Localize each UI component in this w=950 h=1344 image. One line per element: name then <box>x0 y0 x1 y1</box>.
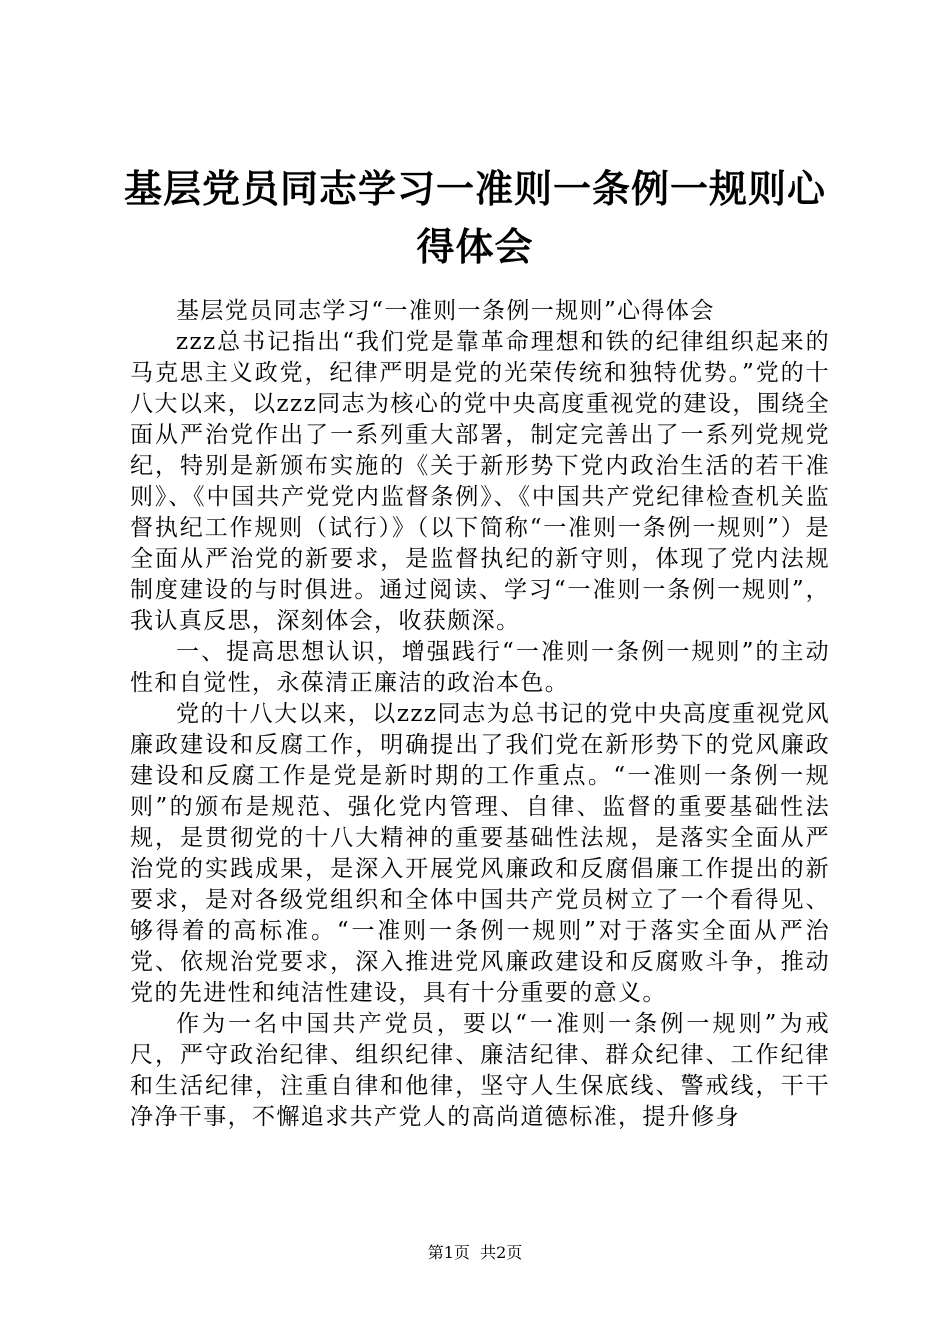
body-paragraph: 基层党员同志学习“一准则一条例一规则”心得体会 <box>176 298 715 324</box>
document-title: 基层党员同志学习一准则一条例一规则心得体会 <box>123 166 826 269</box>
section-heading-paragraph: 一、提高思想认识，增强践行“一准则一条例一规则”的主动性和自觉性，永葆清正廉洁的政治本色。 <box>130 639 830 696</box>
page-footer <box>0 1242 950 1264</box>
body-paragraph: zzz总书记指出“我们党是靠革命理想和铁的纪律组织起来的马克思主义政党，纪律严明是党的光荣传统和独特优势。”党的十八大以来，以zzz同志为核心的党中央高度重视党的建设，围绕全面从严治党作出了一系列重大部署，制定完善出了一系列党规党纪，特别是新颁布实施的《关于新形势下党内政治生活的若干准则》、《中国共产党党内监督条例》、《中国共产党纪律检查机关监督执纪工作规则（试行）》（以下简称“一准则一条例一规则”）是全面从严治党的新要求，是监督执纪的新守则，体现了党内法规制度建设的与时俱进。通过阅读、学习“一准则一条例一规则”，我认真反思，深刻体会，收获颇深。 <box>130 329 830 634</box>
page-number: 第1页 共2页 <box>427 1243 523 1262</box>
body-paragraph: 党的十八大以来，以zzz同志为总书记的党中央高度重视党风廉政建设和反腐工作，明确提出了我们党在新形势下的党风廉政建设和反腐工作是党是新时期的工作重点。“一准则一条例一规则”的颁布是规范、强化党内管理、自律、监督的重要基础性法规，是贯彻党的十八大精神的重要基础性法规，是落实全面从严治党的实践成果，是深入开展党风廉政和反腐倡廉工作提出的新要求，是对各级党组织和全体中国共产党员树立了一个看得见、够得着的高标准。“一准则一条例一规则”对于落实全面从严治党、依规治党要求，深入推进党风廉政建设和反腐败斗争，推动党的先进性和纯洁性建设，具有十分重要的意义。 <box>130 701 830 1006</box>
body-paragraph: 作为一名中国共产党员，要以“一准则一条例一规则”为戒尺，严守政治纪律、组织纪律、廉洁纪律、群众纪律、工作纪律和生活纪律，注重自律和他律，坚守人生保底线、警戒线，干干净净干事，不懈追求共产党人的高尚道德标准，提升修身 <box>130 1011 830 1130</box>
document-body <box>130 296 830 1133</box>
